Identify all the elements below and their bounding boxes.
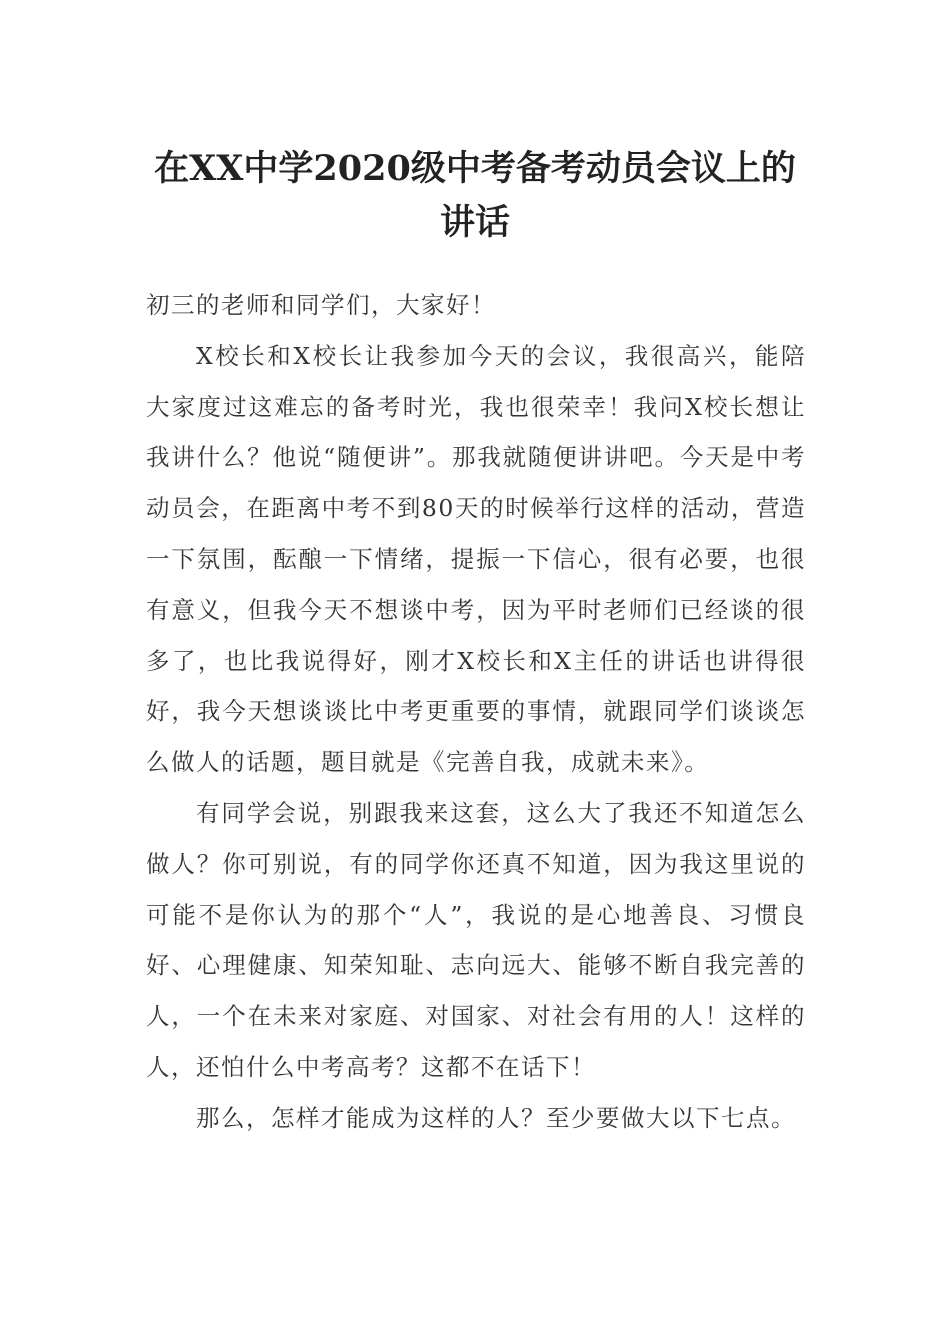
paragraph-how-to-be: 有同学会说，别跟我来这套，这么大了我还不知道怎么做人？你可别说，有的同学你还真不知道，因为我这里说的可能不是你认为的那个“人”，我说的是心地善良、习惯良好、心理健康、知荣知耻、志向远大、能够不断自我完善的人，一个在未来对家庭、对国家、对社会有用的人！这样的人，还怕什么中考高考？这都不在话下！ — [146, 798, 806, 1081]
document-body — [146, 280, 806, 1144]
paragraph-seven-points: 那么，怎样才能成为这样的人？至少要做大以下七点。 — [196, 1103, 796, 1132]
document-title: 在XX中学2020级中考备考动员会议上的讲话 — [154, 148, 796, 243]
paragraph-greeting: 初三的老师和同学们，大家好！ — [146, 291, 496, 319]
paragraph-opening: X校长和X校长让我参加今天的会议，我很高兴，能陪大家度过这难忘的备考时光，我也很荣幸！我问X校长想让我讲什么？他说“随便讲”。那我就随便讲讲吧。今天是中考动员会，在距离中考不到80天的时候举行这样的活动，营造一下氛围，酝酿一下情绪，提振一下信心，很有必要，也很有意义，但我今天不想谈中考，因为平时老师们已经谈的很多了，也比我说得好，刚才X校长和X主任的讲话也讲得很好，我今天想谈谈比中考更重要的事情，就跟同学们谈谈怎么做人的话题，题目就是《完善自我，成就未来》。 — [146, 341, 806, 777]
